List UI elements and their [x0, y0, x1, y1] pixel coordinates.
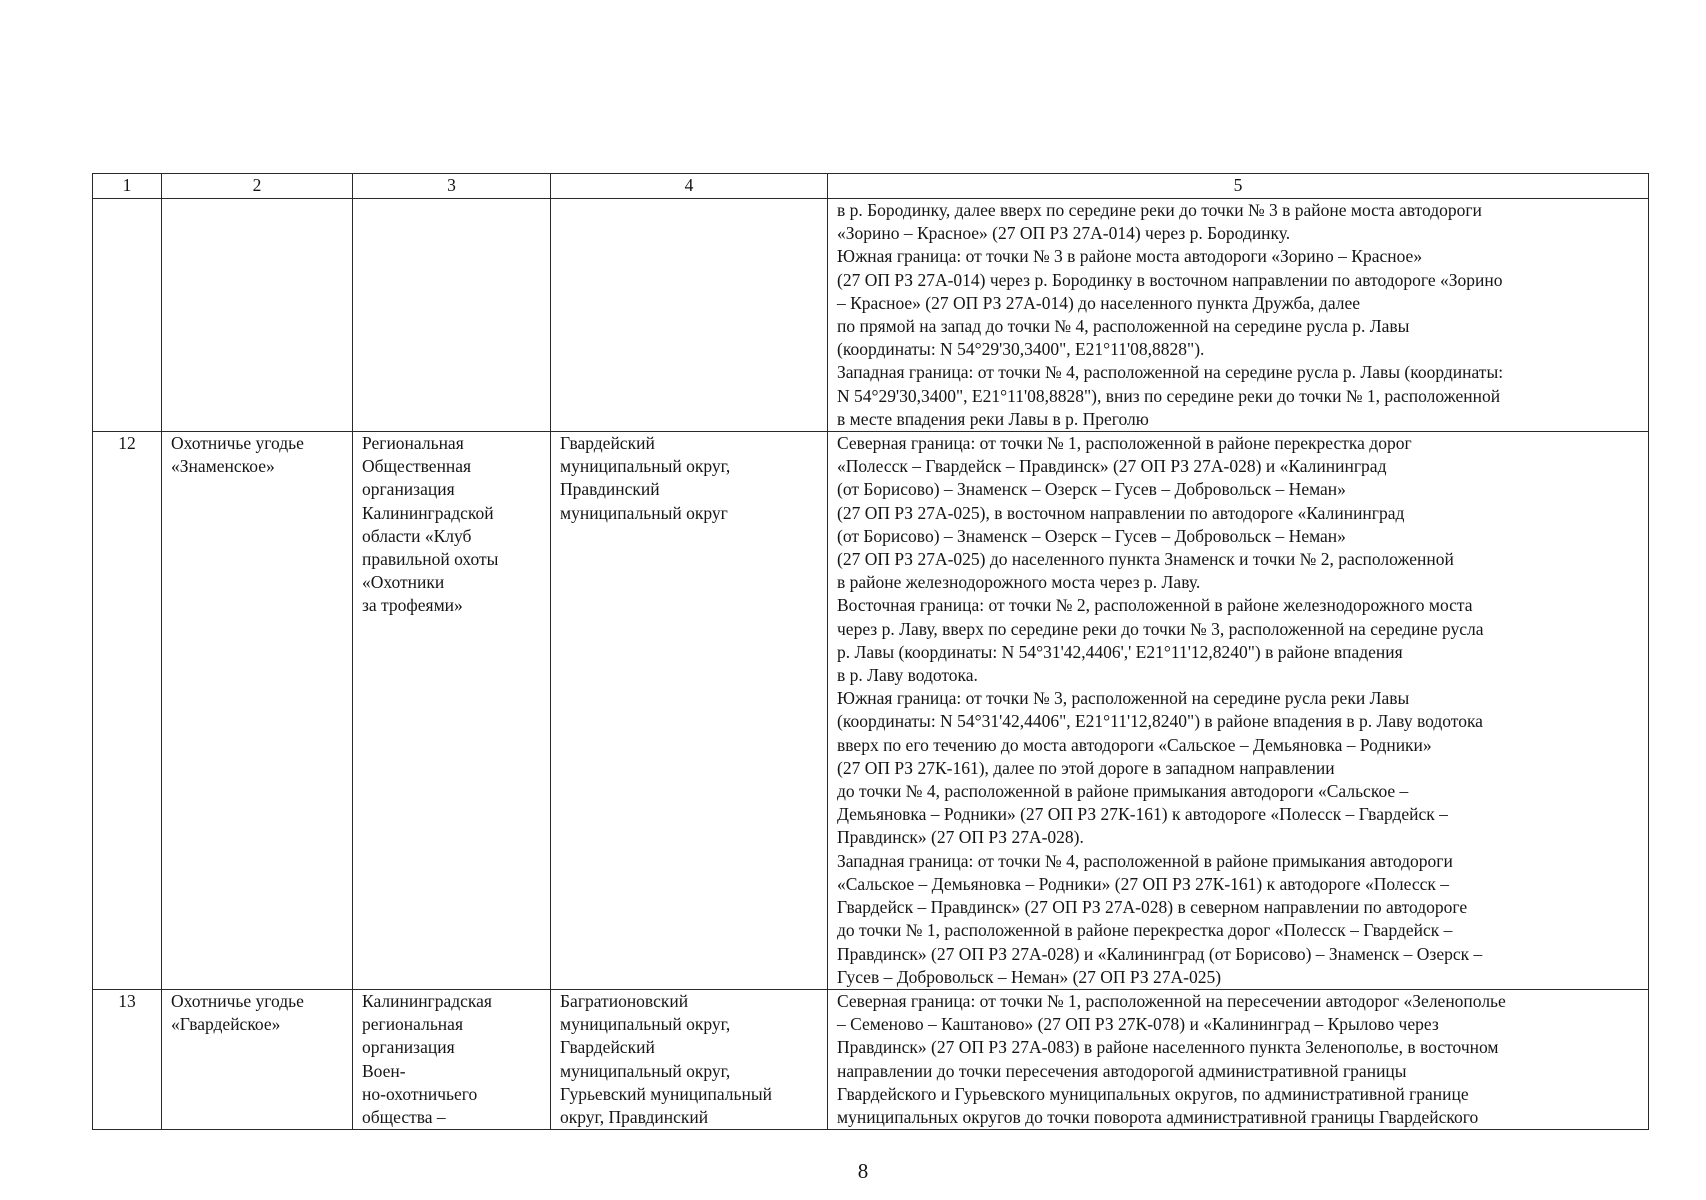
boundary-description-line: (27 ОП РЗ 27А-025) до населенного пункта Знаменск и точки № 2, расположенной	[837, 549, 1454, 570]
boundary-description-line: Западная граница: от точки № 4, расположенной на середине русла р. Лавы (координаты:	[837, 362, 1504, 383]
boundary-description-line: Южная граница: от точки № 3, расположенной на середине русла реки Лавы	[837, 688, 1410, 709]
organization-name-line: Общественная	[362, 456, 472, 477]
boundary-description-line: Правдинск» (27 ОП РЗ 27А-083) в районе населенного пункта Зеленополье, в восточном	[837, 1037, 1499, 1058]
organization-name-line: организация	[362, 479, 455, 500]
hunting-ground-name-line: Охотничье угодье	[171, 990, 304, 1011]
boundary-description-line: Гвардейск – Правдинск» (27 ОП РЗ 27А-028) в северном направлении по автодороге	[837, 897, 1468, 918]
hunting-ground-name-cell	[162, 989, 353, 1129]
municipalities-line: муниципальный округ,	[560, 1060, 731, 1081]
municipalities-line: муниципальный округ,	[560, 1014, 731, 1035]
boundary-description-line: (27 ОП РЗ 27А-025), в восточном направлении по автодороге «Калининград	[837, 502, 1405, 523]
boundary-description-line: Восточная граница: от точки № 2, расположенной в районе железнодорожного моста	[837, 595, 1473, 616]
boundary-description-line: (от Борисово) – Знаменск – Озерск – Гусев – Добровольск – Неман»	[837, 479, 1346, 500]
municipalities-cell	[551, 199, 828, 432]
organization-name-line: Региональная	[362, 433, 464, 454]
boundary-description-line: в месте впадения реки Лавы в р. Преголю	[837, 408, 1149, 429]
row-number-cell: 13	[93, 989, 162, 1129]
boundary-description-line: по прямой на запад до точки № 4, расположенной на середине русла р. Лавы	[837, 316, 1410, 337]
boundary-description-line: – Семеново – Каштаново» (27 ОП РЗ 27К-078) и «Калининград – Крылово через	[837, 1014, 1439, 1035]
hunting-ground-name-line: Охотничье угодье	[171, 433, 304, 454]
table-row	[93, 199, 1649, 432]
boundary-description-line: Северная граница: от точки № 1, расположенной на пересечении автодорог «Зеленополье	[837, 990, 1506, 1011]
row-number-cell	[93, 199, 162, 432]
boundary-description-line: (27 ОП РЗ 27А-014) через р. Бородинку в восточном направлении по автодороге «Зорино	[837, 269, 1503, 290]
row-number-cell: 12	[93, 432, 162, 990]
boundary-description-line: через р. Лаву, вверх по середине реки до точки № 3, расположенной на середине русла	[837, 618, 1484, 639]
boundary-description-line: «Сальское – Демьяновка – Родники» (27 ОП РЗ 27К-161) к автодороге «Полесск –	[837, 873, 1450, 894]
organization-name-line: Калининградская	[362, 990, 492, 1011]
organization-name-line: правильной охоты	[362, 549, 499, 570]
organization-name-line: за трофеями»	[362, 595, 463, 616]
column-number-header: 3	[353, 174, 551, 199]
boundary-description-cell	[828, 199, 1649, 432]
boundary-description-cell	[828, 432, 1649, 990]
municipalities-line: Гвардейский	[560, 1037, 655, 1058]
municipalities-line: Гурьевский муниципальный	[560, 1083, 773, 1104]
table-row	[93, 989, 1649, 1129]
boundary-description-line: – Красное» (27 ОП РЗ 27А-014) до населенного пункта Дружба, далее	[837, 292, 1361, 313]
boundary-description-line: в районе железнодорожного моста через р. Лаву.	[837, 572, 1201, 593]
hunting-ground-name-line: «Гвардейское»	[171, 1014, 281, 1035]
boundary-description-line: Правдинск» (27 ОП РЗ 27А-028).	[837, 827, 1084, 848]
boundary-description-line: в р. Лаву водотока.	[837, 665, 978, 686]
organization-name-line: Воен-	[362, 1060, 406, 1081]
boundary-description-line: Правдинск» (27 ОП РЗ 27А-028) и «Калининград (от Борисово) – Знаменск – Озерск –	[837, 943, 1483, 964]
table-row	[93, 432, 1649, 990]
hunting-ground-name-line: «Знаменское»	[171, 456, 275, 477]
boundary-description-line: в р. Бородинку, далее вверх по середине реки до точки № 3 в районе моста автодороги	[837, 200, 1482, 220]
boundary-description-line: N 54°29'30,3400", E21°11'08,8828"), вниз по середине реки до точки № 1, расположенной	[837, 385, 1501, 406]
boundary-description-line: Гвардейского и Гурьевского муниципальных округов, по административной границе	[837, 1083, 1469, 1104]
boundary-description-line: «Зорино – Красное» (27 ОП РЗ 27А-014) через р. Бородинку.	[837, 223, 1291, 244]
boundary-description-line: Северная граница: от точки № 1, расположенной в районе перекрестка дорог	[837, 433, 1412, 454]
boundary-description-line: (координаты: N 54°29'30,3400", E21°11'08,8828").	[837, 339, 1205, 360]
boundary-description-line: Западная граница: от точки № 4, расположенной в районе примыкания автодороги	[837, 850, 1453, 871]
hunting-ground-name-cell	[162, 432, 353, 990]
organization-name-cell	[353, 989, 551, 1129]
municipalities-line: Правдинский	[560, 479, 660, 500]
boundary-description-line: (27 ОП РЗ 27К-161), далее по этой дороге в западном направлении	[837, 757, 1335, 778]
organization-name-line: региональная	[362, 1014, 463, 1035]
column-number-header: 4	[551, 174, 828, 199]
boundary-description-line: до точки № 1, расположенной в районе перекрестка дорог «Полесск – Гвардейск –	[837, 920, 1453, 941]
boundary-description-line: направлении до точки пересечения автодорогой административной границы	[837, 1060, 1407, 1081]
organization-name-line: Калининградской	[362, 502, 494, 523]
column-number-header: 1	[93, 174, 162, 199]
boundary-description-line: р. Лавы (координаты: N 54°31'42,4406',' E21°11'12,8240") в районе впадения	[837, 641, 1403, 662]
boundary-description-line: Южная граница: от точки № 3 в районе моста автодороги «Зорино – Красное»	[837, 246, 1423, 267]
organization-name-line: организация	[362, 1037, 455, 1058]
boundary-description-line: вверх по его течению до моста автодороги «Сальское – Демьяновка – Родники»	[837, 734, 1432, 755]
organization-name-line: области «Клуб	[362, 525, 472, 546]
municipalities-line: Багратионовский	[560, 990, 689, 1011]
boundary-description-line: «Полесск – Гвардейск – Правдинск» (27 ОП РЗ 27А-028) и «Калининград	[837, 456, 1387, 477]
boundary-description-line: до точки № 4, расположенной в районе примыкания автодороги «Сальское –	[837, 781, 1409, 802]
organization-name-line: но-охотничьего	[362, 1083, 478, 1104]
municipalities-line: округ, Правдинский	[560, 1106, 709, 1127]
municipalities-line: Гвардейский	[560, 433, 655, 454]
municipalities-cell	[551, 989, 828, 1129]
boundaries-table	[92, 173, 1649, 1130]
organization-name-line: «Охотники	[362, 572, 445, 593]
municipalities-cell	[551, 432, 828, 990]
organization-name-line: общества –	[362, 1106, 446, 1127]
municipalities-line: муниципальный округ	[560, 502, 728, 523]
boundary-description-line: (от Борисово) – Знаменск – Озерск – Гусев – Добровольск – Неман»	[837, 525, 1346, 546]
column-number-row	[93, 174, 1649, 199]
hunting-ground-name-cell	[162, 199, 353, 432]
boundary-description-line: (координаты: N 54°31'42,4406", E21°11'12,8240") в районе впадения в р. Лаву водотока	[837, 711, 1483, 732]
boundary-description-line: муниципальных округов до точки поворота административной границы Гвардейского	[837, 1106, 1479, 1127]
organization-name-cell	[353, 432, 551, 990]
organization-name-cell	[353, 199, 551, 432]
municipalities-line: муниципальный округ,	[560, 456, 731, 477]
boundary-description-line: Демьяновка – Родники» (27 ОП РЗ 27К-161) к автодороге «Полесск – Гвардейск –	[837, 804, 1448, 825]
page-number: 8	[857, 1159, 869, 1183]
column-number-header: 2	[162, 174, 353, 199]
column-number-header: 5	[828, 174, 1649, 199]
boundary-description-line: Гусев – Добровольск – Неман» (27 ОП РЗ 27А-025)	[837, 966, 1222, 987]
boundary-description-cell	[828, 989, 1649, 1129]
